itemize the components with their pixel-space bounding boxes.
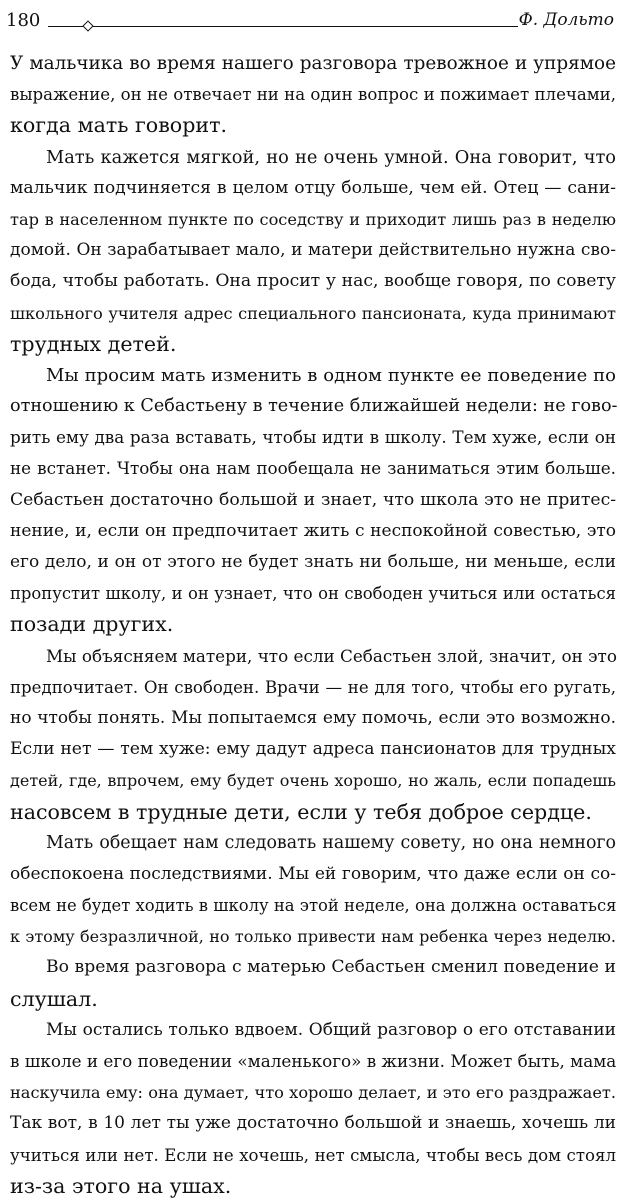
header-rule xyxy=(48,26,518,27)
text-line: Мы объясняем матери, что если Себастьен злой, значит, он это xyxy=(46,645,617,666)
text-line: Мать кажется мягкой, но не очень умной. Она говорит, что xyxy=(46,146,616,168)
text-line: тар в населенном пункте по соседству и приходит лишь раз в неделю xyxy=(10,209,616,229)
text-line: обеспокоена последствиями. Мы ей говорим, что даже если он со- xyxy=(10,863,616,884)
text-line: детей, где, впрочем, ему будет очень хорошо, но жаль, если попадешь xyxy=(10,771,616,791)
text-line: к этому безразличной, но только привести нам ребенка через неделю. xyxy=(10,927,616,947)
text-line: бода, чтобы работать. Она просит у нас, вообще говоря, по совету xyxy=(10,271,616,292)
text-line: предпочитает. Он свободен. Врачи — не для того, чтобы его ругать, xyxy=(10,677,616,697)
text-line: из-за этого на ушах. xyxy=(10,1173,232,1198)
text-line: всем не будет ходить в школу на этой неделе, она должна оставаться xyxy=(10,896,617,916)
text-line: учиться или нет. Если не хочешь, нет смысла, чтобы весь дом стоял xyxy=(10,1145,616,1165)
text-line: насовсем в трудные дети, если у тебя доброе сердце. xyxy=(10,799,592,824)
text-line: когда мать говорит. xyxy=(10,113,228,138)
text-line: домой. Он зарабатывает мало, и матери действительно нужна сво- xyxy=(10,240,616,261)
running-head-author: Ф. Дольто xyxy=(518,10,614,30)
body-text xyxy=(10,48,616,1202)
text-line: Мать обещает нам следовать нашему совету, но она немного xyxy=(46,832,616,853)
text-line: Если нет — тем хуже: ему дадут адреса пансионатов для трудных xyxy=(10,739,616,760)
text-line: У мальчика во время нашего разговора тревожное и упрямое xyxy=(10,53,616,74)
page-number: 180 xyxy=(6,10,41,31)
text-line: Мы остались только вдвоем. Общий разговор о его отставании xyxy=(46,1019,616,1040)
text-line: трудных детей. xyxy=(10,331,177,356)
text-line: Так вот, в 10 лет ты уже достаточно большой и знаешь, хочешь ли xyxy=(10,1113,616,1134)
text-line: мальчик подчиняется в целом отцу больше, чем ей. Отец — сани- xyxy=(10,177,616,198)
header-diamond-ornament xyxy=(82,20,93,31)
text-line: нение, и, если он предпочитает жить с неспокойной совестью, это xyxy=(10,520,616,541)
text-line: его дело, и он от этого не будет знать ни больше, ни меньше, если xyxy=(10,552,616,572)
page-header xyxy=(6,6,614,36)
text-line: в школе и его поведении «маленького» в жизни. Может быть, мама xyxy=(10,1051,617,1071)
text-line: отношению к Себастьену в течение ближайшей недели: не гово- xyxy=(10,396,618,417)
text-line: Мы просим мать изменить в одном пункте ее поведение по xyxy=(46,364,616,386)
text-line: Во время разговора с матерью Себастьен сменил поведение и xyxy=(46,957,616,978)
text-line: слушал. xyxy=(10,986,98,1011)
text-line: но чтобы понять. Мы попытаемся ему помочь, если это возможно. xyxy=(10,707,616,728)
text-line: позади других. xyxy=(10,612,174,637)
text-line: наскучила ему: она думает, что хорошо делает, и это его раздражает. xyxy=(10,1083,616,1103)
text-line: выражение, он не отвечает ни на один вопрос и пожимает плечами, xyxy=(10,85,616,105)
text-line: не встанет. Чтобы она нам пообещала не заниматься этим больше. xyxy=(10,458,616,479)
text-line: школьного учителя адрес специального пансионата, куда принимают xyxy=(10,303,616,323)
text-line: пропустит школу, и он узнает, что он свободен учиться или остаться xyxy=(10,584,616,604)
text-line: Себастьен достаточно большой и знает, что школа это не притес- xyxy=(10,489,616,510)
text-line: рить ему два раза вставать, чтобы идти в школу. Тем хуже, если он xyxy=(10,427,616,448)
